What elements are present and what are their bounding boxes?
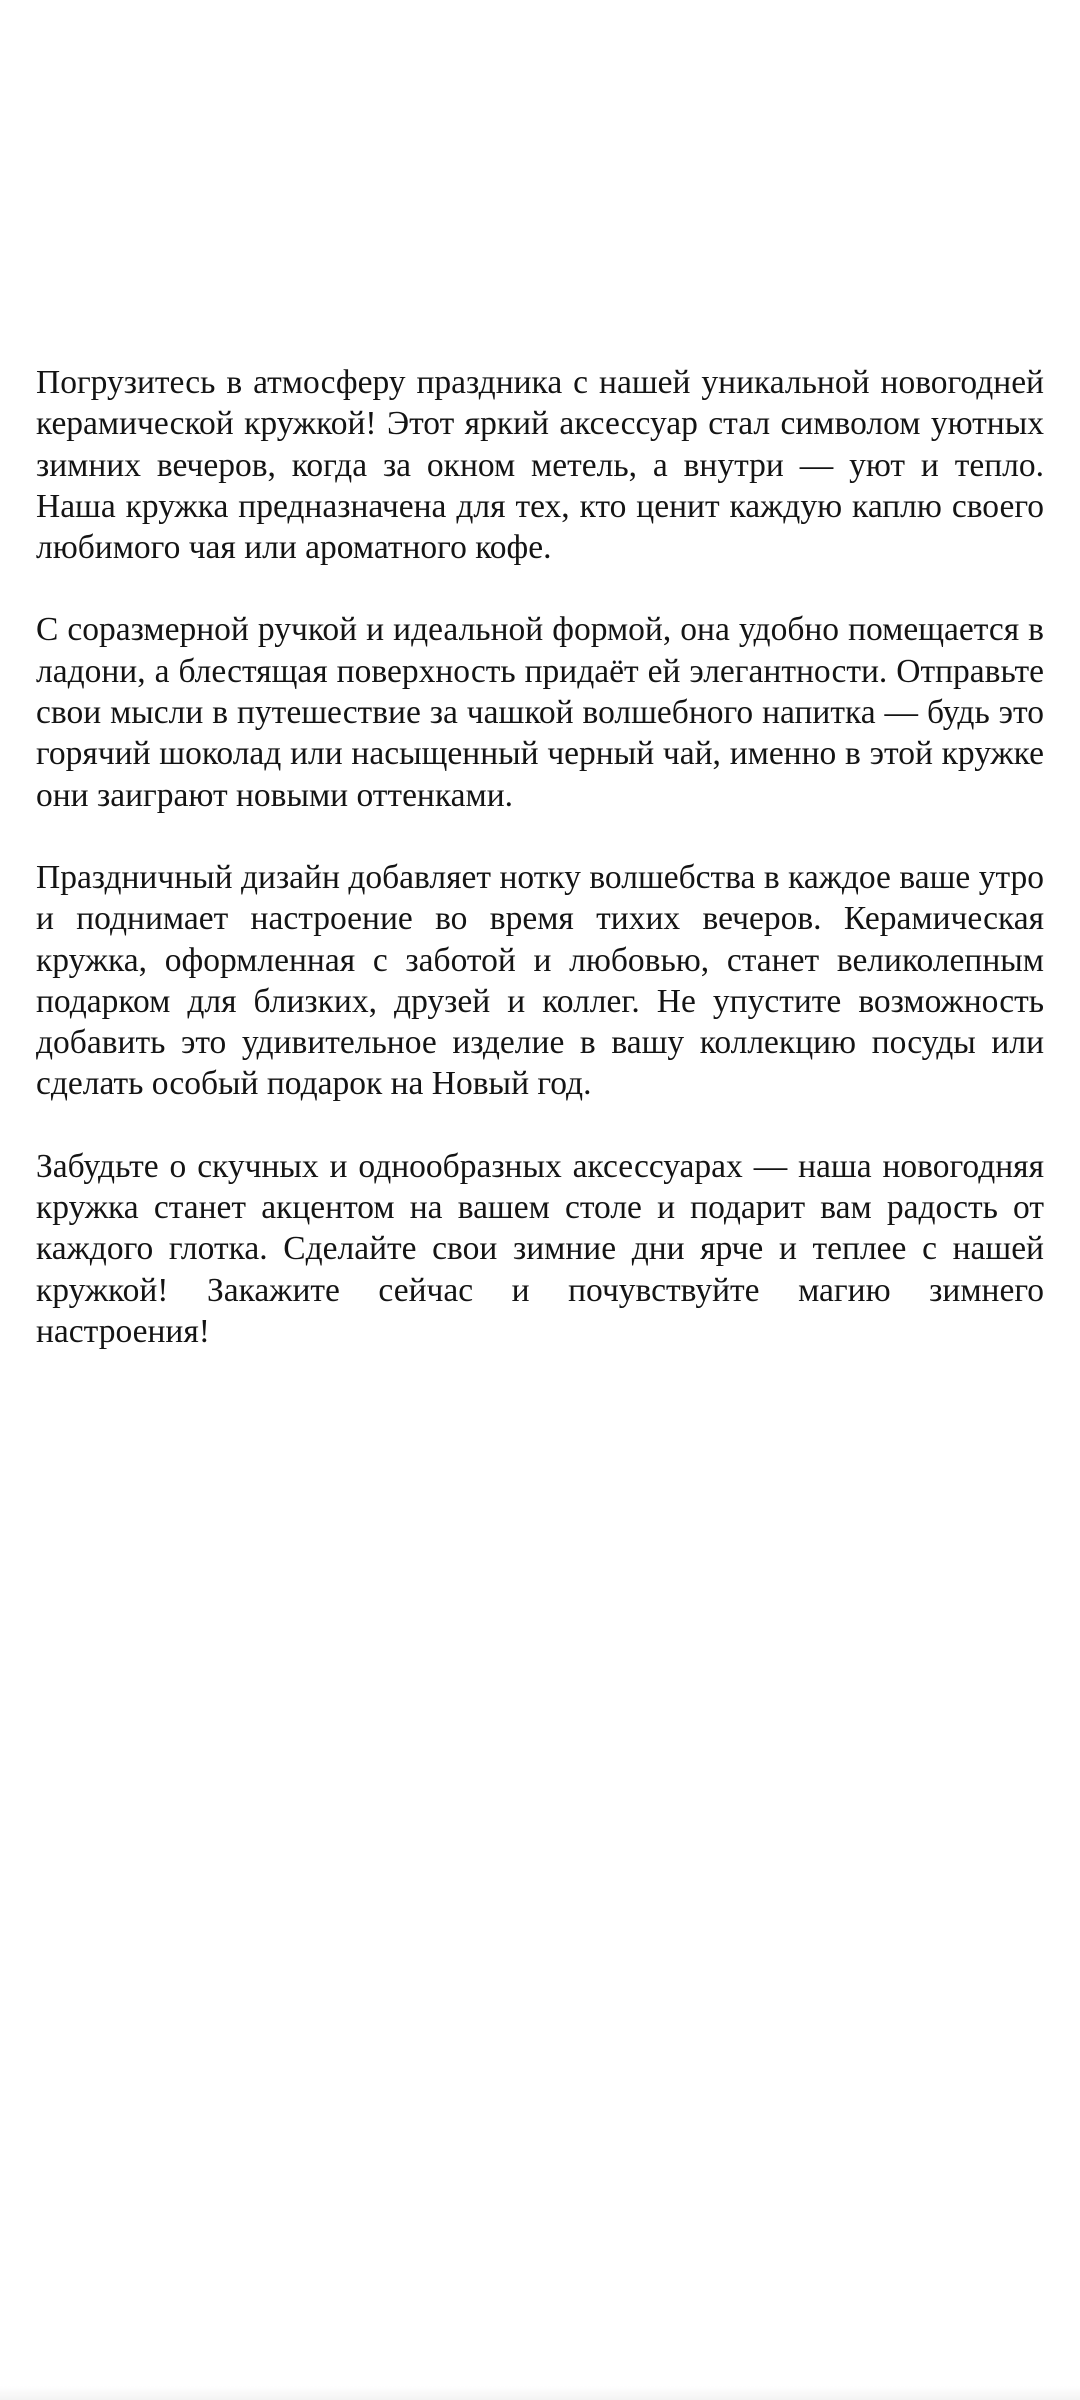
description-paragraph-3: Праздничный дизайн добавляет нотку волшебства в каждое ваше утро и поднимает настроение во время тихих вечеров. Керамическая кружка, оформленная с заботой и любовью, станет великолепным подарком для близких, друзей и коллег. Не упустите возможность добавить это удивительное изделие в вашу коллекцию посуды или сделать особый подарок на Новый год. [36,858,1044,1103]
bottom-edge-shadow [0,2386,1080,2400]
description-paragraph-1: Погрузитесь в атмосферу праздника с нашей уникальной новогодней керамической кружкой! Этот яркий аксессуар стал символом уютных зимних вечеров, когда за окном метель, а внутри — уют и тепло. Наша кружка предназначена для тех, кто ценит каждую каплю своего любимого чая или ароматного кофе. [36,364,1044,567]
description-paragraph-4: Забудьте о скучных и однообразных аксессуарах — наша новогодняя кружка станет акцентом на вашем столе и подарит вам радость от каждого глотка. Сделайте свои зимние дни ярче и теплее с нашей кружкой! Закажите сейчас и почувствуйте магию зимнего настроения! [36,1147,1044,1350]
description-paragraph-2: С соразмерной ручкой и идеальной формой, она удобно помещается в ладони, а блестящая поверхность придаёт ей элегантности. Отправьте свои мысли в путешествие за чашкой волшебного напитка — будь это горячий шоколад или насыщенный черный чай, именно в этой кружке они заиграют новыми оттенками. [36,611,1044,814]
product-description [36,362,1044,1352]
